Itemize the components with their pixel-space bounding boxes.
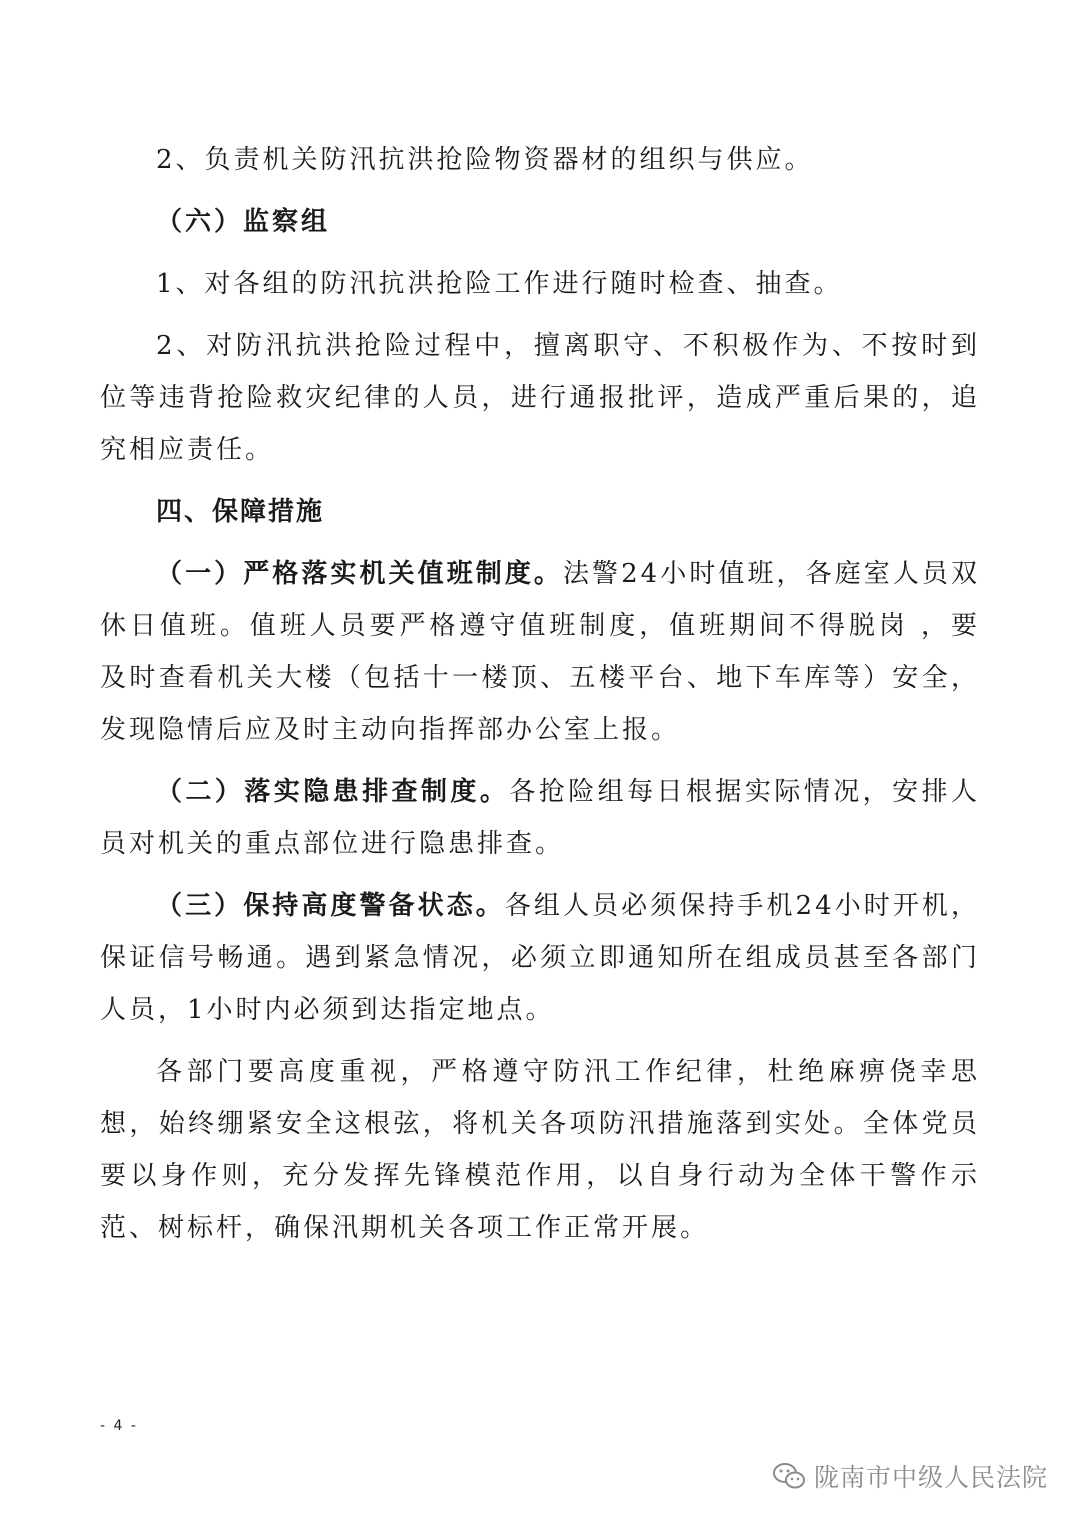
paragraph-inspection: 1、对各组的防汛抗洪抢险工作进行随时检查、抽查。 xyxy=(156,269,843,299)
text-hazard-check: 各抢险组每日根据实际情况，安排人员对机关的重点部位进行隐患排查。 xyxy=(100,777,980,859)
lead-alert-state: （三）保持高度警备状态。 xyxy=(156,891,505,921)
document-body xyxy=(100,134,980,1264)
paragraph-supply: 2、负责机关防汛抗洪抢险物资器材的组织与供应。 xyxy=(156,145,814,175)
paragraph-hazard-check xyxy=(100,766,980,870)
text-duty-system: 法警24小时值班，各庭室人员双休日值班。值班人员要严格遵守值班制度，值班期间不得脱岗 ，要及时查看机关大楼（包括十一楼顶、五楼平台、地下车库等）安全，发现隐情后应及时主动向指挥部办公室上报。 xyxy=(100,559,980,745)
paragraph-duty-system xyxy=(100,548,980,756)
section-title-supervision-group: （六）监察组 xyxy=(156,207,331,237)
paragraph-alert-state xyxy=(100,880,980,1036)
watermark-text: 陇南市中级人民法院 xyxy=(813,1463,1048,1492)
lead-duty-system: （一）严格落实机关值班制度。 xyxy=(156,559,563,589)
page-number: - 4 - xyxy=(100,1418,138,1434)
watermark xyxy=(772,1458,1048,1494)
wechat-icon xyxy=(772,1462,806,1490)
lead-hazard-check: （二）落实隐患排查制度。 xyxy=(156,777,510,807)
section-title-safeguards: 四、保障措施 xyxy=(156,497,325,527)
paragraph-conclusion: 各部门要高度重视，严格遵守防汛工作纪律，杜绝麻痹侥幸思想，始终绷紧安全这根弦，将机关各项防汛措施落到实处。全体党员要以身作则，充分发挥先锋模范作用，以自身行动为全体干警作示范、树标杆，确保汛期机关各项工作正常开展。 xyxy=(100,1057,980,1243)
text-alert-state: 各组人员必须保持手机24小时开机，保证信号畅通。遇到紧急情况，必须立即通知所在组成员甚至各部门人员，1小时内必须到达指定地点。 xyxy=(100,891,980,1025)
paragraph-discipline: 2、对防汛抗洪抢险过程中，擅离职守、不积极作为、不按时到位等违背抢险救灾纪律的人员，进行通报批评，造成严重后果的，追究相应责任。 xyxy=(100,331,980,465)
